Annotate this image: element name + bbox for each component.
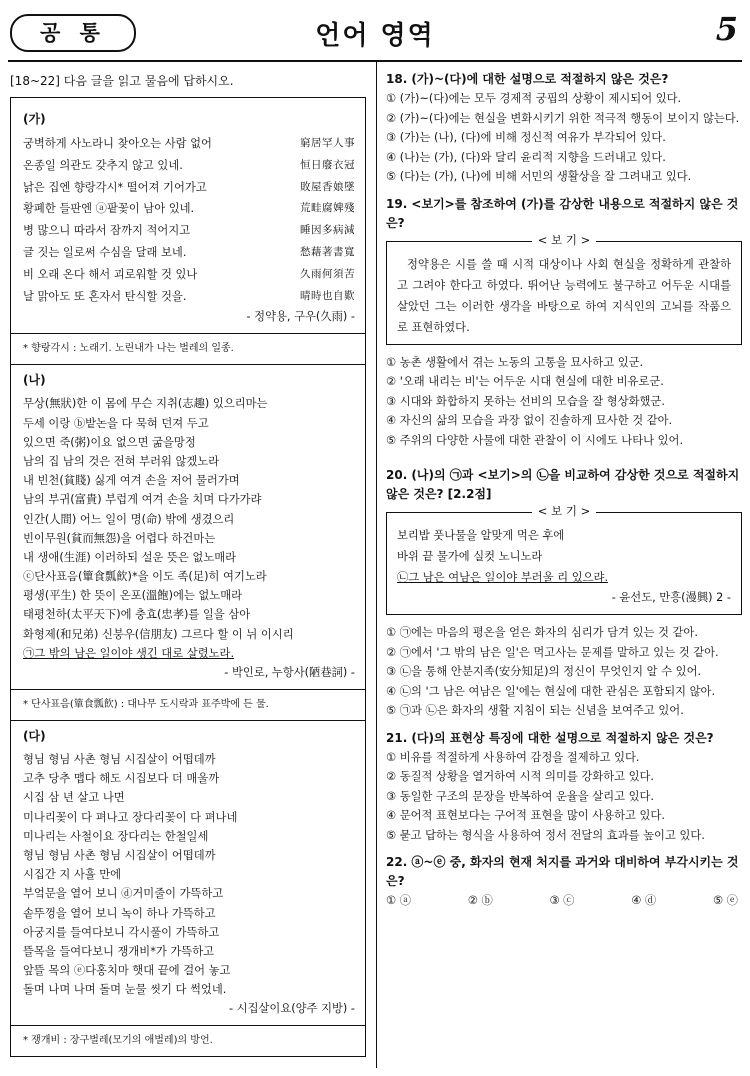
verse-line: 부엌문을 열어 보니 ⓓ거미줄이 가뜩하고 (23, 887, 224, 901)
left-column (10, 70, 366, 1057)
question-stem: 20. (나)의 ㉠과 <보기>의 ㉡을 비교하여 감상한 것으로 적절하지 않은 것은? [2.2점] (386, 468, 740, 501)
option-2[interactable]: ② (가)~(다)에는 현실을 변화시키기 위한 적극적 행동이 보이지 않는다. (386, 111, 740, 125)
option-1[interactable]: ① 비유를 적절하게 사용하여 감정을 절제하고 있다. (386, 750, 640, 764)
question-21 (386, 729, 742, 846)
option-2[interactable]: ② ㉠에서 '그 밖의 남은 일'은 먹고사는 문제를 말하고 있는 것 같아. (386, 645, 719, 659)
verse-line: 온종일 의관도 갖추지 않고 있네. 恒日廢衣冠 (23, 158, 355, 172)
verse-line: 낡은 집엔 향랑각시* 떨어져 기어가고 敗屋香娘墜 (23, 180, 355, 194)
verse-line: 빈이무원(貧而無怨)을 어렵다 하건마는 (23, 531, 216, 545)
verse-line: 무상(無狀)한 이 몸에 무슨 지취(志趣) 있으리마는 (23, 397, 268, 411)
bogi-box (386, 504, 742, 615)
question-20 (386, 466, 742, 721)
page-title: 언어 영역 (315, 21, 435, 51)
passage-box (10, 97, 366, 1057)
question-stem: 18. (가)~(다)에 대한 설명으로 적절하지 않은 것은? (386, 72, 669, 86)
question-stem: 21. (다)의 표현상 특징에 대한 설명으로 적절하지 않은 것은? (386, 730, 714, 745)
verse-line: 궁벽하게 사노라니 찾아오는 사람 없어 窮居罕人事 (23, 137, 355, 150)
bogi-line-underlined: ㉡그 남은 여남은 일이야 부러울 리 있으랴. (397, 571, 609, 584)
option-3[interactable]: ③ ㉡을 통해 안분지족(安分知足)의 정신이 무엇인지 알 수 있어. (386, 665, 702, 678)
verse-line: 돌며 나며 나며 돌며 눈물 씻기 다 썩었네. (23, 983, 227, 997)
verse-line: 시집 삼 년 살고 나면 (23, 791, 125, 805)
bogi-label: < 보 기 > (532, 233, 596, 247)
choice-2[interactable]: ② ⓑ (467, 894, 493, 907)
page-header (0, 0, 750, 62)
verse-line: 형님 형님 사촌 형님 시집살이 어떱데까 (23, 848, 216, 862)
bogi-box (386, 232, 742, 345)
option-4[interactable]: ④ 자신의 삶의 모습을 과장 없이 진솔하게 묘사한 것 같아. (386, 414, 673, 427)
divider (11, 689, 365, 690)
verse-line: 태평천하(太平天下)에 충효(忠孝)를 일을 삼아 (23, 608, 251, 622)
choice-5[interactable]: ⑤ ⓔ (712, 894, 738, 907)
bogi-line: 보리밥 풋나물을 알맞게 먹은 후에 (397, 529, 565, 542)
bogi-label: < 보 기 > (532, 504, 596, 518)
header-rule (8, 60, 742, 62)
section-tag: 공 통 (10, 14, 136, 52)
verse-line: 날 맑아도 또 혼자서 탄식할 것을. 晴時也自歎 (23, 289, 355, 303)
option-4[interactable]: ④ ㉡의 '그 남은 여남은 일'에는 현실에 대한 관심은 포함되지 않아. (386, 684, 716, 698)
verse-line: 병 많으니 따라서 잠까지 적어지고 睡因多病減 (23, 224, 355, 238)
divider (11, 364, 365, 365)
passage-da-label: (다) (23, 729, 46, 743)
option-3[interactable]: ③ 시대와 화합하지 못하는 선비의 모습을 잘 형상화했군. (386, 394, 665, 408)
passage-na (23, 394, 355, 663)
option-1[interactable]: ① (가)~(다)에는 모두 경제적 궁핍의 상황이 제시되어 있다. (386, 92, 682, 105)
choice-1[interactable]: ① ⓐ (386, 894, 412, 907)
option-4[interactable]: ④ (나)는 (가), (다)와 달리 윤리적 지향을 드러내고 있다. (386, 150, 666, 164)
verse-line: 화형제(和兄弟) 신붕우(信朋友) 그르다 할 이 뉘 이시리 (23, 627, 294, 641)
passage-na-note: * 단사표음(簞食瓢飮) : 대나무 도시락과 표주박에 든 물. (23, 699, 269, 710)
verse-line: 미나리는 사철이요 장다리는 한철일세 (23, 829, 209, 843)
column-divider (376, 62, 377, 1068)
passage-na-label: (나) (23, 373, 46, 388)
right-column (386, 70, 742, 919)
verse-line: 형님 형님 사촌 형님 시집살이 어떱데까 (23, 753, 216, 766)
bogi-line: 바위 끝 물가에 실컷 노니노라 (397, 550, 543, 563)
verse-line: 남의 부귀(富貴) 부럽게 여겨 손을 치며 다가가랴 (23, 493, 262, 507)
verse-line: 고추 당추 맵다 해도 시집보다 더 매울까 (23, 772, 220, 786)
verse-line: 있으면 죽(粥)이요 없으면 굶을망정 (23, 435, 196, 449)
question-18 (386, 70, 742, 187)
passage-da-attribution: - 시집살이요(양주 지방) - (229, 1002, 355, 1016)
verse-line: 두세 이랑 ⓑ밭논을 다 묵혀 던져 두고 (23, 416, 209, 430)
passage-ga-note: * 향랑각시 : 노래기. 노린내가 나는 벌레의 일종. (23, 343, 234, 355)
option-3[interactable]: ③ 동일한 구조의 문장을 반복하여 운율을 살리고 있다. (386, 789, 655, 803)
question-stem: 19. <보기>를 참조하여 (가)를 감상한 내용으로 적절하지 않은 것은? (386, 196, 739, 230)
question-19 (386, 195, 742, 451)
verse-line: 아궁지를 들여다보니 각시풀이 가뜩하고 (23, 925, 220, 939)
verse-line: 황폐한 들판엔 ⓐ팥꽃이 남아 있네. 荒畦腐婢殘 (23, 202, 355, 216)
option-4[interactable]: ④ 문어적 표현보다는 구어적 표현을 많이 사용하고 있다. (386, 809, 665, 822)
verse-line: 시집간 지 사흘 만에 (23, 868, 122, 882)
option-5[interactable]: ⑤ 주위의 다양한 사물에 대한 관찰이 이 시에도 나타나 있어. (386, 433, 684, 447)
answer-choices (386, 891, 742, 911)
verse-line: 앞뜰 목의 ⓔ다홍치마 햇대 끝에 걸어 놓고 (23, 964, 231, 978)
passage-da-note: * 쟁개비 : 장구벌레(모기의 애벌레)의 방언. (23, 1035, 213, 1047)
verse-line: ⓒ단사표음(簞食瓢飮)*을 이도 족(足)히 여기노라 (23, 570, 267, 584)
page-number: 5 (715, 10, 738, 48)
question-stem: 22. ⓐ~ⓔ 중, 화자의 현재 처지를 과거와 대비하여 부각시키는 것은? (386, 855, 739, 888)
verse-line-underlined: ㉠그 밖의 남은 일이야 생긴 대로 살렸노라. (23, 646, 235, 660)
verse-line: 평생(平生) 한 뜻이 온포(溫飽)에는 없노매라 (23, 589, 243, 603)
verse-line: 글 짓는 일로써 수심을 달래 보네. 愁藉著書寬 (23, 245, 355, 259)
divider (11, 333, 365, 334)
passage-ga (23, 133, 355, 307)
option-5[interactable]: ⑤ ㉠과 ㉡은 화자의 생활 지침이 되는 신념을 보여주고 있어. (386, 704, 684, 717)
verse-line: 미나리꽃이 다 펴나고 장다리꽃이 다 펴나네 (23, 810, 238, 824)
passage-na-attribution: - 박인로, 누항사(陋巷詞) - (224, 666, 355, 679)
verse-line: 인간(人間) 어느 일이 명(命) 밖에 생겼으리 (23, 512, 235, 526)
option-5[interactable]: ⑤ (다)는 (가), (나)에 비해 서민의 생활상을 잘 그려내고 있다. (386, 170, 692, 183)
option-2[interactable]: ② 동질적 상황을 열거하여 시적 의미를 강화하고 있다. (386, 770, 655, 783)
choice-4[interactable]: ④ ⓓ (631, 894, 657, 907)
verse-line: 내 빈천(貧賤) 싫게 여겨 손을 저어 물러가며 (23, 474, 240, 488)
choice-3[interactable]: ③ ⓒ (549, 894, 575, 907)
bogi-text: 정약용은 시를 쓸 때 시적 대상이나 사회 현실을 정확하게 관찰하고 그려야 한다고 하였다. 뛰어난 능력에도 불구하고 어두운 시대를 살았던 그는 이러한 생각을 바탕으로 하여 지식인의 고뇌를 작품으로 표현하였다. (397, 257, 731, 334)
question-22 (386, 853, 742, 911)
verse-line: 뜰목을 들여다보니 쟁개비*가 가뜩하고 (23, 944, 215, 958)
bogi-attribution: - 윤선도, 만흥(漫興) 2 - (611, 591, 731, 604)
instruction: [18~22] 다음 글을 읽고 물음에 답하시오. (10, 74, 234, 88)
verse-line: 남의 집 남의 것은 전혀 부러워 않겠노라 (23, 454, 220, 468)
passage-ga-label: (가) (23, 112, 46, 126)
option-2[interactable]: ② '오래 내리는 비'는 어두운 시대 현실에 대한 비유로군. (386, 375, 664, 388)
verse-line: 내 생애(生涯) 이러하되 설운 뜻은 없노매라 (23, 550, 237, 564)
divider (11, 720, 365, 721)
option-1[interactable]: ① ㉠에는 마음의 평온을 얻은 화자의 심리가 담겨 있는 것 같아. (386, 626, 698, 639)
verse-line: 솥뚜껑을 열어 보니 녹이 하나 가뜩하고 (23, 906, 216, 920)
option-5[interactable]: ⑤ 묻고 답하는 형식을 사용하여 정서 전달의 효과를 높이고 있다. (386, 828, 705, 842)
option-3[interactable]: ③ (가)는 (나), (다)에 비해 정신적 여유가 부각되어 있다. (386, 131, 666, 144)
passage-da (23, 750, 355, 999)
passage-ga-attribution: - 정약용, 구우(久雨) - (246, 310, 355, 324)
divider (11, 1025, 365, 1026)
option-1[interactable]: ① 농촌 생활에서 겪는 노동의 고통을 묘사하고 있군. (386, 355, 644, 369)
verse-line: 비 오래 온다 해서 괴로워할 것 있나 久雨何須苦 (23, 267, 355, 281)
